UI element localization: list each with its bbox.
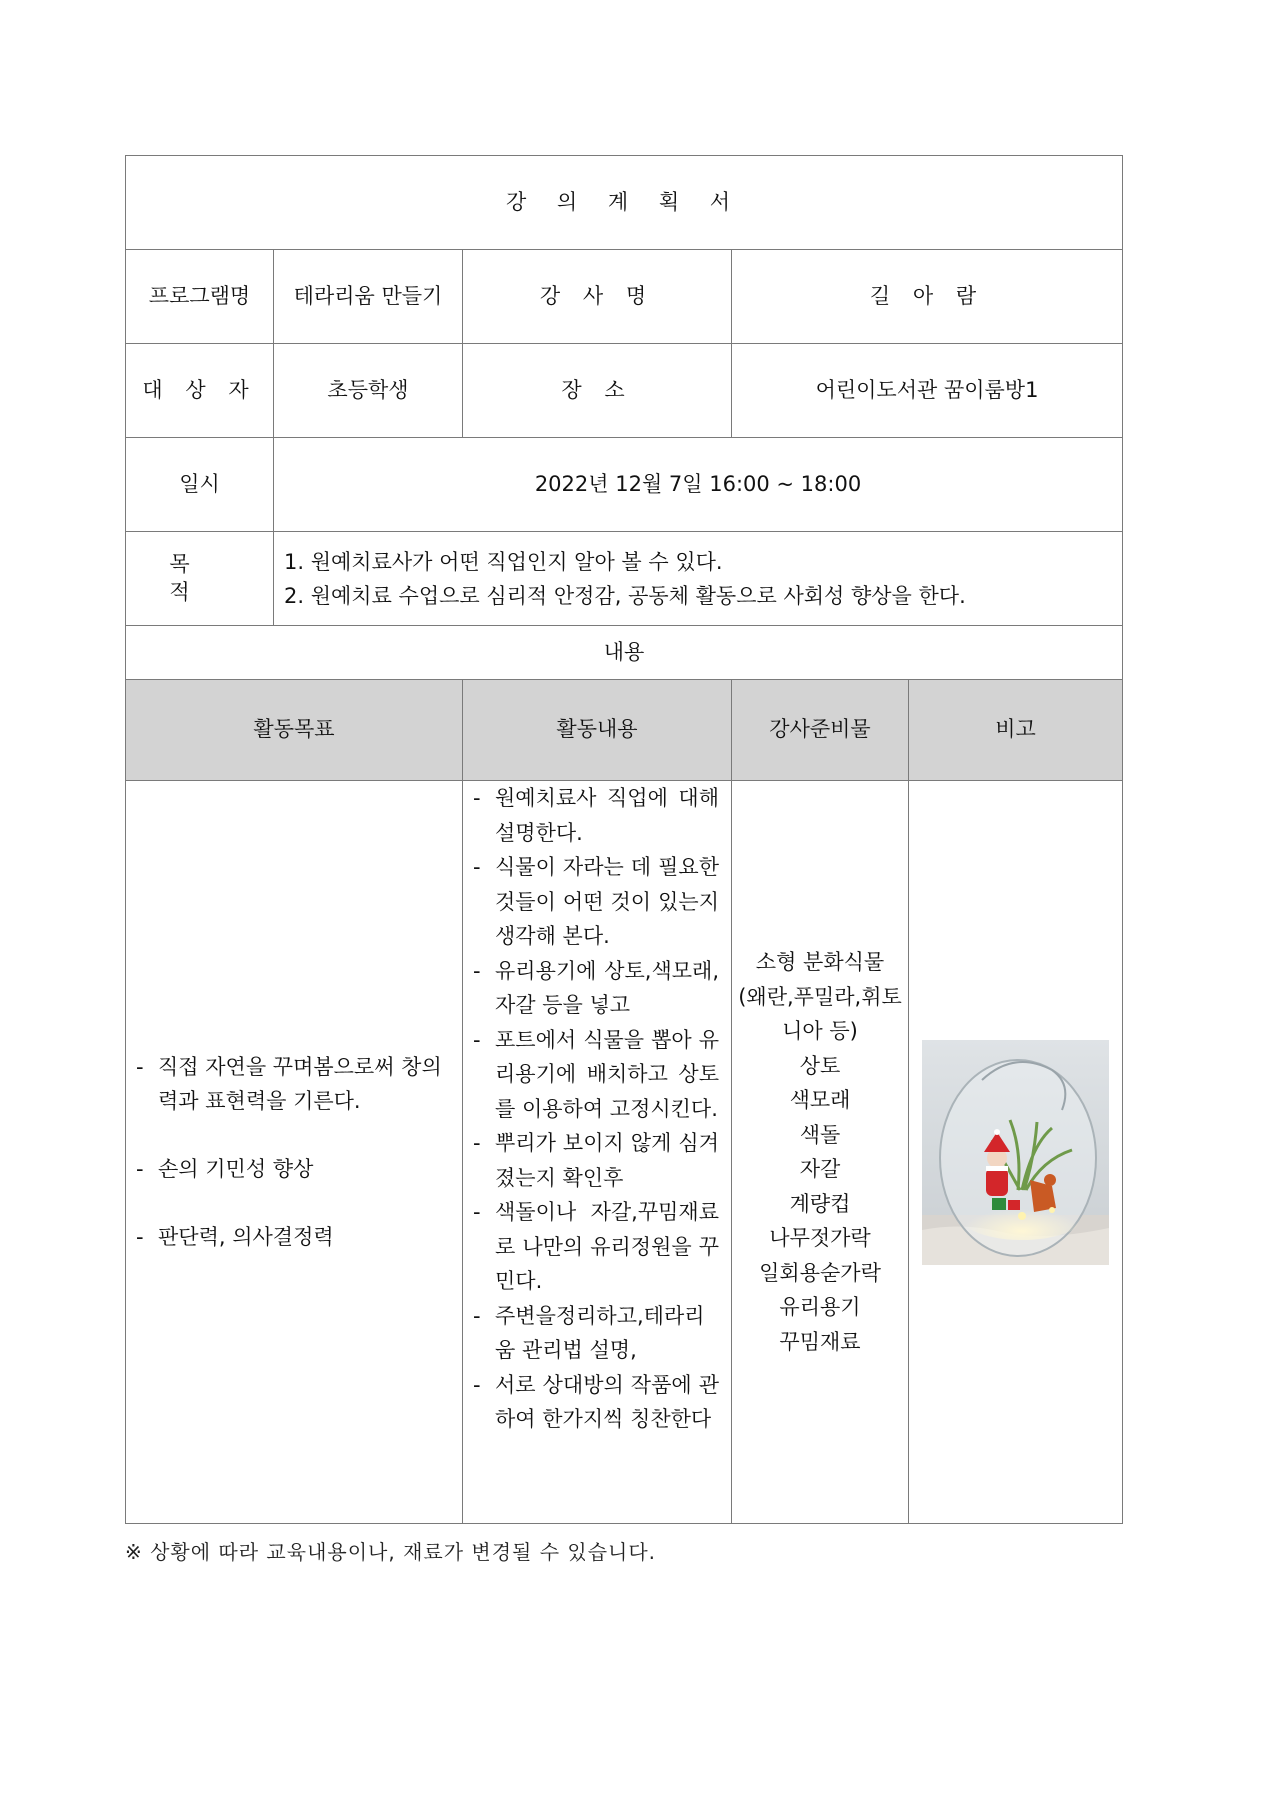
lecture-plan-table bbox=[125, 155, 1123, 1524]
material-item: (왜란,푸밀라,휘토니아 등) bbox=[738, 984, 902, 1043]
activity-item: - 뿌리가 보이지 않게 심겨졌는지 확인후 bbox=[473, 1126, 719, 1195]
column-header-activities: 활동내용 bbox=[463, 680, 732, 781]
program-value: 테라리움 만들기 bbox=[274, 250, 463, 344]
terrarium-photo bbox=[922, 1040, 1109, 1265]
purpose-label: 목 적 bbox=[126, 532, 274, 626]
target-label: 대 상 자 bbox=[126, 344, 274, 438]
goals-cell bbox=[126, 781, 463, 1524]
activities-cell bbox=[463, 781, 732, 1524]
material-item: 자갈 bbox=[799, 1157, 841, 1181]
footnote: ※ 상황에 따라 교육내용이나, 재료가 변경될 수 있습니다. bbox=[125, 1540, 657, 1564]
material-item: 계량컵 bbox=[789, 1191, 851, 1216]
program-label: 프로그램명 bbox=[126, 250, 274, 344]
remarks-cell bbox=[909, 781, 1123, 1524]
goal-item: - 판단력, 의사결정력 bbox=[136, 1220, 452, 1254]
activity-item: - 유리용기에 상토,색모래,자갈 등을 넣고 bbox=[473, 954, 719, 1023]
goal-item: - 직접 자연을 꾸며봄으로써 창의력과 표현력을 기른다. bbox=[136, 1050, 452, 1118]
place-label: 장 소 bbox=[463, 344, 732, 438]
place-value: 어린이도서관 꿈이룸방1 bbox=[732, 344, 1123, 438]
materials-cell bbox=[732, 781, 909, 1524]
material-item: 색모래 bbox=[789, 1088, 851, 1112]
activity-item: - 포트에서 식물을 뽑아 유리용기에 배치하고 상토를 이용하여 고정시킨다. bbox=[473, 1023, 719, 1127]
purpose-list bbox=[274, 532, 1123, 626]
instructor-label: 강 사 명 bbox=[463, 250, 732, 344]
target-value: 초등학생 bbox=[274, 344, 463, 438]
material-item: 일회용숟가락 bbox=[759, 1260, 881, 1285]
activity-item: - 원예치료사 직업에 대해 설명한다. bbox=[473, 781, 719, 850]
material-item: 꾸밈재료 bbox=[779, 1329, 861, 1354]
column-header-remarks: 비고 bbox=[909, 680, 1123, 781]
date-value: 2022년 12월 7일 16:00 ~ 18:00 bbox=[274, 438, 1123, 532]
activity-item: - 서로 상대방의 작품에 관하여 한가지씩 칭찬한다 bbox=[473, 1368, 719, 1437]
document-title: 강 의 계 획 서 bbox=[126, 156, 1123, 250]
material-item: 유리용기 bbox=[779, 1295, 861, 1319]
content-label: 내용 bbox=[126, 626, 1123, 680]
material-item: 나무젓가락 bbox=[769, 1226, 871, 1250]
material-item: 색돌 bbox=[799, 1122, 841, 1147]
material-item: 상토 bbox=[799, 1053, 841, 1078]
column-header-goals: 활동목표 bbox=[126, 680, 463, 781]
column-header-materials: 강사준비물 bbox=[732, 680, 909, 781]
instructor-value: 길 아 람 bbox=[732, 250, 1123, 344]
lecture-plan-document bbox=[125, 155, 1122, 1565]
activity-item: - 색돌이나 자갈,꾸밈재료로 나만의 유리정원을 꾸민다. bbox=[473, 1195, 719, 1299]
activity-item: - 주변을정리하고,테라리움 관리법 설명, bbox=[473, 1299, 719, 1368]
date-label: 일시 bbox=[126, 438, 274, 532]
purpose-item: 1. 원예치료사가 어떤 직업인지 알아 볼 수 있다. bbox=[284, 549, 723, 574]
material-item: 소형 분화식물 bbox=[755, 950, 885, 974]
purpose-item: 2. 원예치료 수업으로 심리적 안정감, 공동체 활동으로 사회성 향상을 한다. bbox=[284, 583, 966, 608]
goal-item: - 손의 기민성 향상 bbox=[136, 1152, 452, 1186]
activity-item: - 식물이 자라는 데 필요한 것들이 어떤 것이 있는지 생각해 본다. bbox=[473, 850, 719, 954]
